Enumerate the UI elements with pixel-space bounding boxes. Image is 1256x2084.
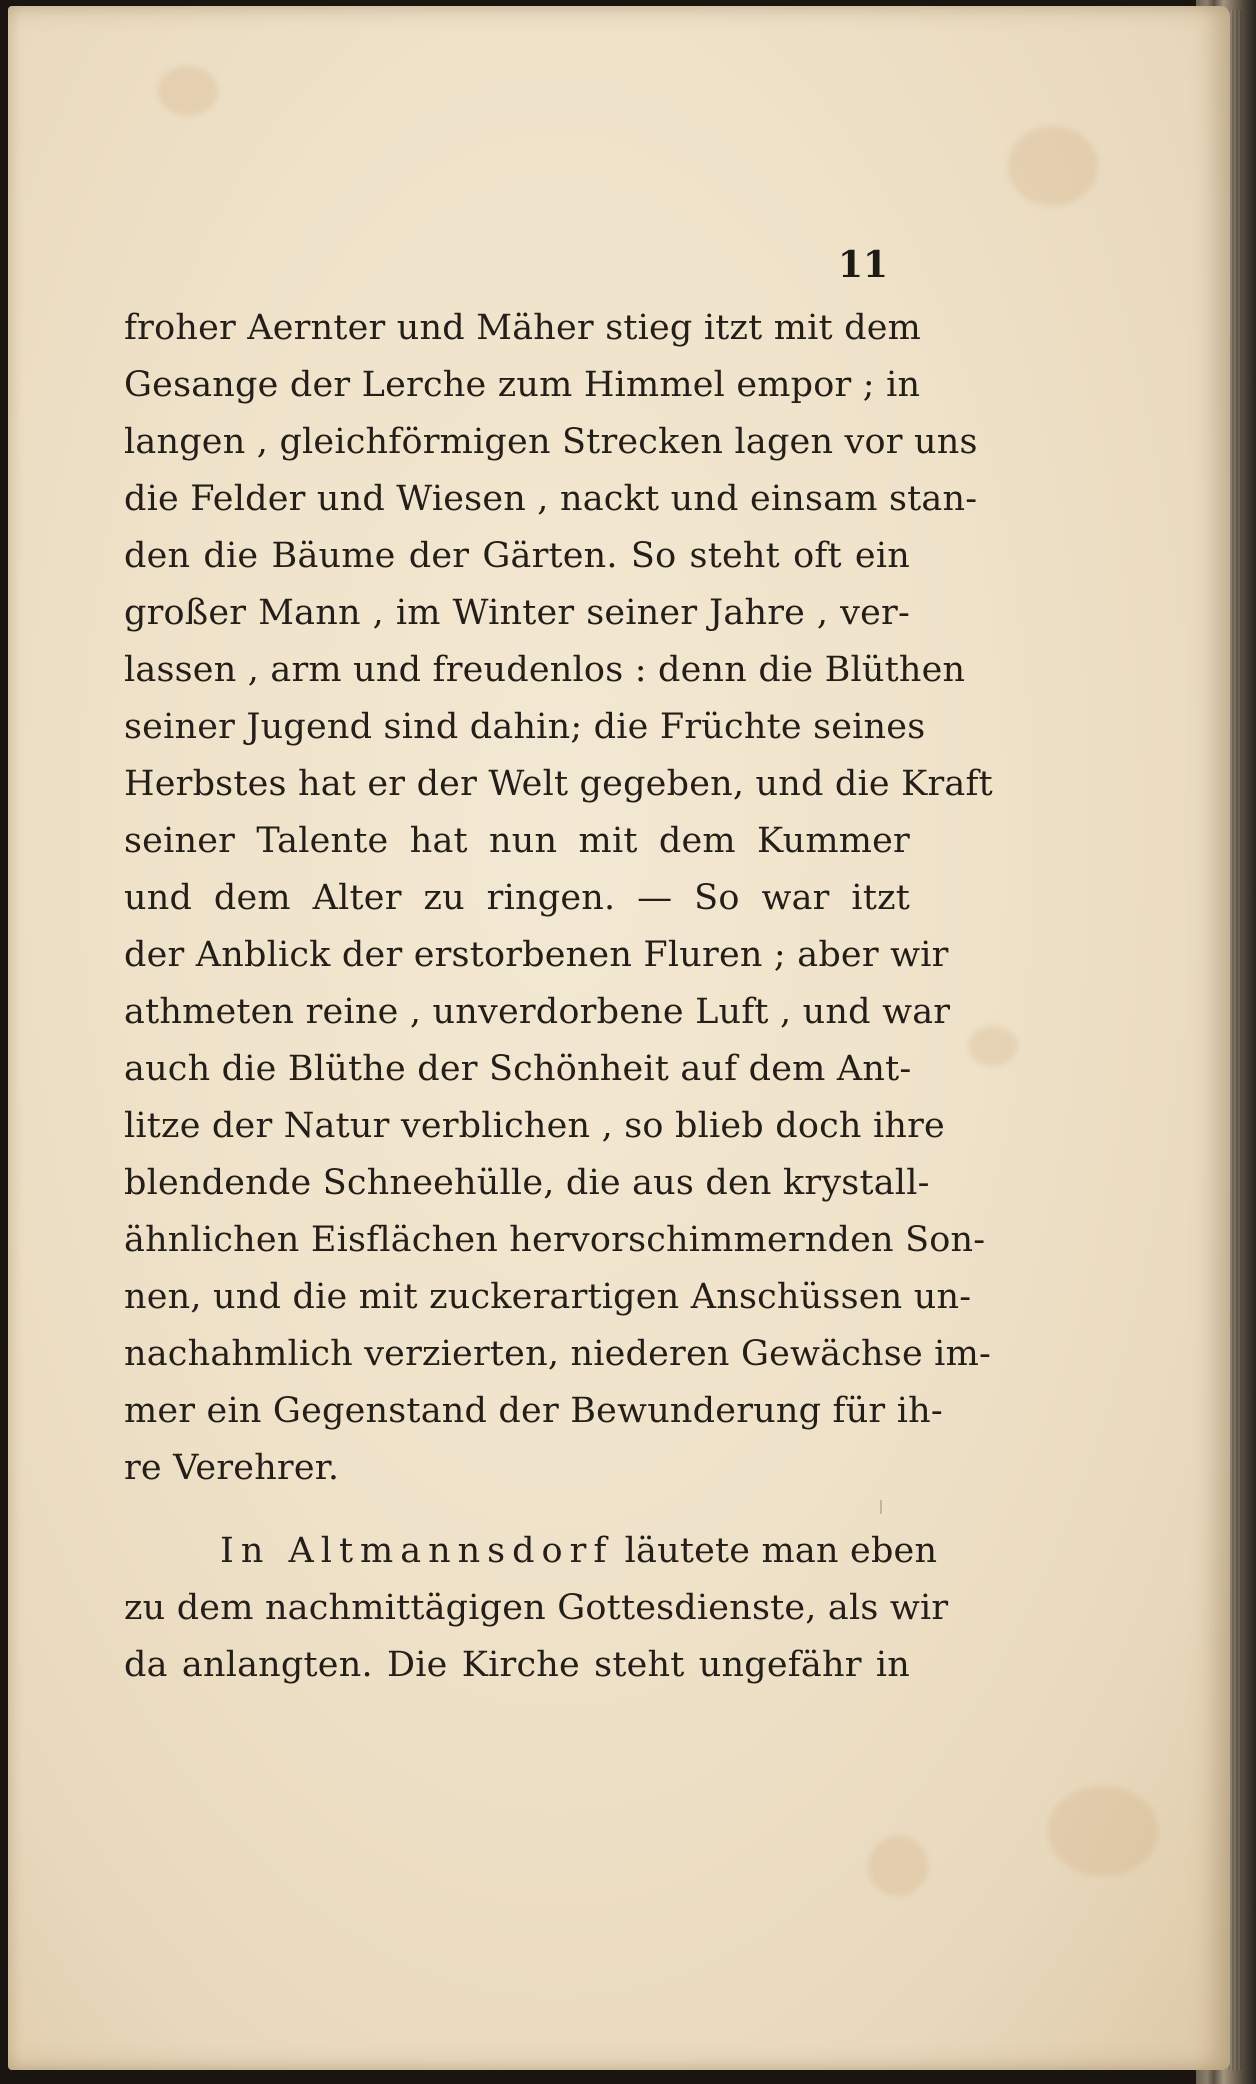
page-number: 11 (838, 244, 889, 286)
spaced-place-name: In Altmannsdorf (220, 1531, 614, 1571)
text-line: großer Mann , im Winter seiner Jahre , ver- (124, 593, 910, 633)
text-line: auch die Blüthe der Schönheit auf dem Ant- (124, 1049, 912, 1089)
text-line: athmeten reine , unverdorbene Luft , und war (124, 992, 951, 1032)
text-line: ähnlichen Eisflächen hervorschimmernden Son- (124, 1220, 986, 1260)
body-text (124, 300, 993, 1694)
text-line: seiner Talente hat nun mit dem Kummer (124, 821, 910, 861)
text-line: Herbstes hat er der Welt gegeben, und die Kraft (124, 764, 993, 804)
paper-stain (1008, 126, 1098, 206)
text-line: zu dem nachmittägigen Gottesdienste, als wir (124, 1588, 949, 1628)
paragraph (124, 1523, 949, 1694)
paragraph (124, 300, 993, 1497)
paper-stain (868, 1836, 928, 1896)
text-line: die Felder und Wiesen , nackt und einsam stan- (124, 479, 978, 519)
text-line: und dem Alter zu ringen. — So war itzt (124, 878, 910, 918)
paper-stain (968, 1026, 1018, 1066)
text-line: langen , gleichförmigen Strecken lagen vor uns (124, 422, 978, 462)
paper-mark (880, 1500, 882, 1514)
paragraph-gap (124, 1497, 910, 1523)
text-line: nen, und die mit zuckerartigen Anschüssen un- (124, 1277, 972, 1317)
text-line: nachahmlich verzierten, niederen Gewächse im- (124, 1334, 991, 1374)
text-line: seiner Jugend sind dahin; die Früchte seines (124, 707, 926, 747)
text-line: Gesange der Lerche zum Himmel empor ; in (124, 365, 921, 405)
text-line-rest: läutete man eben (624, 1531, 938, 1571)
text-line: blendende Schneehülle, die aus den krystall- (124, 1163, 930, 1203)
text-line: re Verehrer. (124, 1448, 340, 1488)
text-line: den die Bäume der Gärten. So steht oft ein (124, 536, 910, 576)
paper-stain (1048, 1786, 1158, 1876)
text-line: mer ein Gegenstand der Bewunderung für ih- (124, 1391, 943, 1431)
text-line: der Anblick der erstorbenen Fluren ; aber wir (124, 935, 949, 975)
paper-stain (158, 66, 218, 116)
text-line (124, 1523, 938, 1580)
text-line: litze der Natur verblichen , so blieb doch ihre (124, 1106, 945, 1146)
text-line: lassen , arm und freudenlos : denn die Blüthen (124, 650, 966, 690)
text-line: froher Aernter und Mäher stieg itzt mit dem (124, 308, 922, 348)
text-line: da anlangten. Die Kirche steht ungefähr in (124, 1645, 910, 1685)
